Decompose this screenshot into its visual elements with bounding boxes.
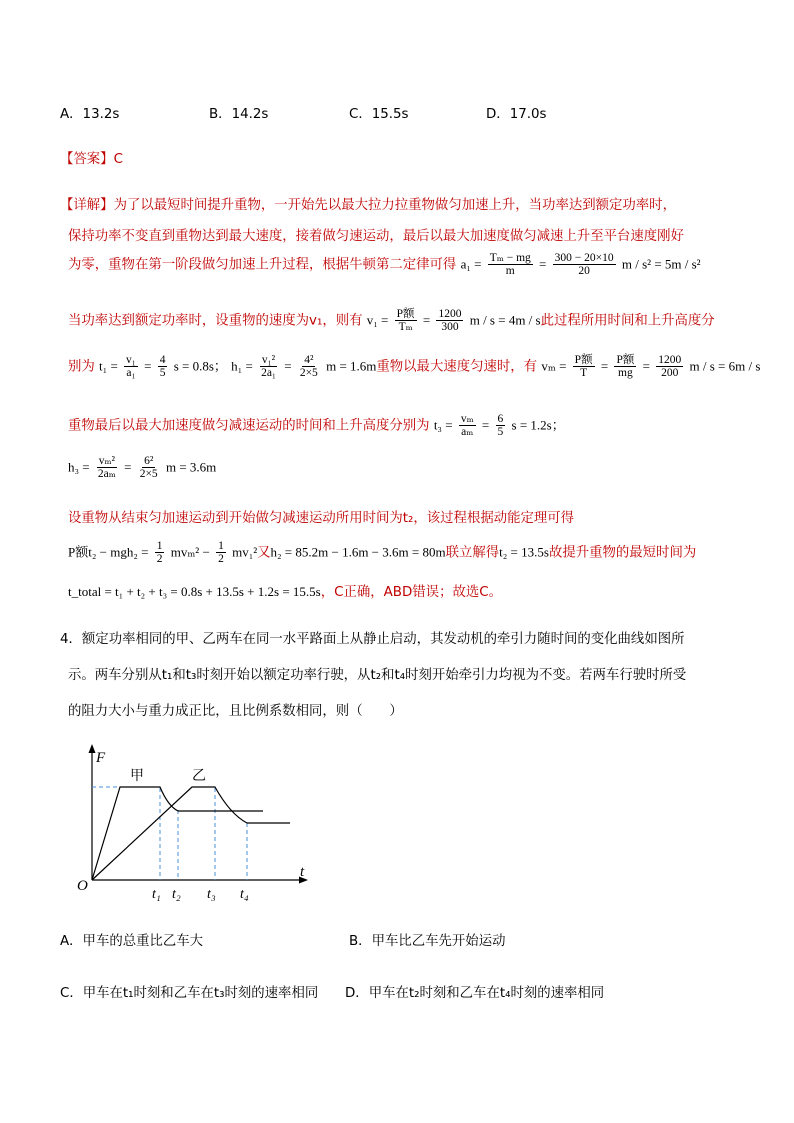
answer-value: C — [113, 152, 123, 167]
detail-tag: 【详解】 — [60, 198, 114, 213]
eq-t2: t₂ = 13.5s — [499, 544, 549, 560]
q4-stem-line-3: 的阻力大小与重力成正比，且比例系数相同，则（ ） — [68, 704, 403, 719]
eq-t1-tail: s = 0.8s； — [173, 358, 227, 374]
q4-option-b: B．甲车比乙车先开始运动 — [349, 934, 506, 949]
answer-tag: 【答案】 — [60, 152, 114, 167]
detail-text-8b: 联立解得 — [445, 545, 500, 561]
eq-energy-lhs: P额t₂ − mgh₂ = — [68, 544, 149, 560]
detail-text-4b: 此过程所用时间和上升高度分 — [540, 313, 715, 329]
detail-text-9: ，C正确，ABD错误；故选C。 — [320, 585, 502, 600]
detail-line-9 — [68, 581, 502, 600]
q4-stem-line-1: 4．额定功率相同的甲、乙两车在同一水平路面上从静止启动，其发动机的牵引力随时间的变化曲线如图所 — [60, 632, 685, 647]
eq-vm-frac-1: $\frac{\text{P额}}{T}$ — [574, 354, 593, 380]
eq-v1-frac-1: $\frac{\text{P额}}{\text{Tₘ}}$ — [396, 308, 415, 334]
detail-text-5b: 重物以最大速度匀速时，有 — [376, 359, 538, 375]
detail-text-5a: 别为 — [68, 359, 95, 375]
eq-t3-tail: s = 1.2s； — [511, 417, 565, 433]
detail-text-4: 当功率达到额定功率时，设重物的速度为v₁，则有 — [68, 313, 363, 329]
tick-t2: t₂ — [172, 887, 181, 902]
eq-a1-mid: = — [539, 256, 547, 272]
eq-v1-tail: m / s = 4m / s — [469, 312, 541, 328]
eq-a1-frac-1: $\frac{\text{Tₘ − mg}}{m}$ — [489, 252, 531, 278]
eq-h1-frac-1: $\frac{\text{v₁²}}{\text{2a₁}}$ — [261, 354, 276, 380]
tick-t1: t₁ — [152, 887, 161, 902]
y-axis-arrow-icon — [89, 744, 96, 753]
eq-a1-tail: m / s² = 5m / s² — [621, 256, 701, 272]
eq-energy-mid: mvₘ² − — [170, 544, 210, 560]
tick-t4: t₄ — [240, 887, 249, 902]
q4-stem-line-2: 示。两车分别从t₁和t₃时刻开始以额定功率行驶，从t₂和t₄时刻开始牵引力均视为不变。若两车行驶时所受 — [68, 668, 687, 683]
detail-line-4: 当功率达到额定功率时，设重物的速度为v₁，则有 v₁ = $\frac{\text{P额}}{\text{Tₘ}}$ = $\frac{1200}{300}$ m / s = 4m / s此过程所用时间和上升高度分 — [68, 308, 715, 334]
detail-line-h3: h₃ = $\frac{\text{vₘ²}}{\text{2aₘ}}$ = $\frac{\text{6²}}{2\times 5}$ m = 3.6m — [68, 455, 217, 481]
eq-a1-frac-2: $\frac{300 - 20\times 10}{20}$ — [554, 252, 614, 278]
eq-energy-tail: mv₁² — [232, 544, 258, 560]
detail-line-3 — [68, 252, 701, 277]
detail-line-1 — [60, 194, 676, 213]
q4-force-time-graph — [70, 740, 330, 905]
detail-text-8a: 又 — [257, 545, 271, 561]
eq-h3-tail: m = 3.6m — [165, 459, 217, 475]
origin-label: O — [77, 878, 88, 894]
eq-vm-frac-3: $\frac{1200}{200}$ — [658, 354, 682, 380]
x-axis-label: t — [300, 864, 305, 880]
detail-line-5: 别为 t₁ = $\frac{\text{v₁}}{\text{a₁}}$ = $\frac{4}{5}$ s = 0.8s； h₁ = $\frac{\text{v₁²}}{\text{2a₁}}$ = $\frac{\text{4²}}{2\times 5}$ m = 1.6m重物以最大速度匀速时，有 vₘ = $\frac{\text{P额}}{T}$ = $\frac{\text{P额}}{mg}$ = $\frac{1200}{200}$ m / s = 6m / s — [68, 354, 761, 380]
q4-option-c: C．甲车在t₁时刻和乙车在t₃时刻的速率相同 — [60, 986, 319, 1001]
answer-line — [60, 148, 123, 167]
detail-text-8c: 故提升重物的最短时间为 — [548, 545, 697, 561]
eq-v1-frac-2: $\frac{1200}{300}$ — [438, 308, 462, 334]
eq-vm-frac-2: $\frac{\text{P额}}{mg}$ — [616, 354, 635, 380]
eq-energy-frac-2: $\frac{1}{2}$ — [218, 540, 224, 566]
q3-option-c: C．15.5s — [349, 107, 409, 122]
curve-yi — [92, 787, 290, 880]
q3-option-a: A．13.2s — [60, 107, 120, 122]
detail-text-1: 为了以最短时间提升重物，一开始先以最大拉力拉重物做匀加速上升，当功率达到额定功率时， — [113, 198, 676, 213]
eq-t3-frac-1: $\frac{\text{vₘ}}{\text{aₘ}}$ — [460, 413, 474, 439]
y-axis-label: F — [96, 750, 106, 766]
eq-vm-lhs: vₘ = — [541, 358, 567, 374]
eq-t3-lhs: t₃ = — [433, 417, 453, 433]
detail-line-7: 设重物从结束匀加速运动到开始做匀减速运动所用时间为t₂，该过程根据动能定理可得 — [68, 511, 575, 526]
eq-h3-lhs: h₃ = — [68, 459, 90, 475]
eq-h1-tail: m = 1.6m — [326, 358, 377, 374]
eq-h1-lhs: h₁ = — [231, 358, 253, 374]
eq-h3-frac-2: $\frac{\text{6²}}{2\times 5}$ — [139, 455, 158, 481]
eq-t1-frac-2: $\frac{4}{5}$ — [159, 354, 166, 380]
eq-t1-lhs: t₁ = — [99, 358, 118, 374]
curve-yi-label: 乙 — [192, 769, 206, 784]
detail-text-6: 重物最后以最大加速度做匀减速运动的时间和上升高度分别为 — [68, 418, 430, 434]
eq-a1-lhs: a₁ = — [460, 256, 482, 272]
detail-line-2: 保持功率不变直到重物达到最大速度，接着做匀速运动，最后以最大加速度做匀减速上升至平台速度刚好 — [68, 229, 684, 244]
eq-h1-frac-2: $\frac{\text{4²}}{2\times 5}$ — [299, 354, 318, 380]
eq-h3-frac-1: $\frac{\text{vₘ²}}{\text{2aₘ}}$ — [97, 455, 116, 481]
eq-t3-frac-2: $\frac{6}{5}$ — [497, 413, 504, 439]
curve-jia-label: 甲 — [130, 769, 144, 784]
eq-v1-lhs: v₁ = — [366, 312, 389, 328]
detail-line-8 — [68, 540, 696, 565]
q3-option-b: B．14.2s — [209, 107, 269, 122]
eq-t-total: t_total = t₁ + t₂ + t₃ = 0.8s + 13.5s + 1.2s = 15.5s — [68, 584, 321, 599]
q3-option-d: D．17.0s — [486, 107, 547, 122]
eq-t1-frac-1: $\frac{\text{v₁}}{\text{a₁}}$ — [126, 354, 136, 380]
eq-h2: h₂ = 85.2m − 1.6m − 3.6m = 80m — [270, 544, 446, 560]
q4-option-a: A．甲车的总重比乙车大 — [60, 934, 204, 949]
eq-vm-tail: m / s = 6m / s — [689, 358, 761, 374]
detail-text-3: 为零，重物在第一阶段做匀加速上升过程，根据牛顿第二定律可得 — [68, 257, 457, 273]
eq-energy-frac-1: $\frac{1}{2}$ — [156, 540, 163, 566]
q4-option-d: D．甲车在t₂时刻和乙车在t₄时刻的速率相同 — [345, 986, 605, 1001]
tick-t3: t₃ — [207, 887, 216, 902]
detail-line-6: 重物最后以最大加速度做匀减速运动的时间和上升高度分别为 t₃ = $\frac{\text{vₘ}}{\text{aₘ}}$ = $\frac{6}{5}$ s = 1.2s； — [68, 413, 565, 439]
